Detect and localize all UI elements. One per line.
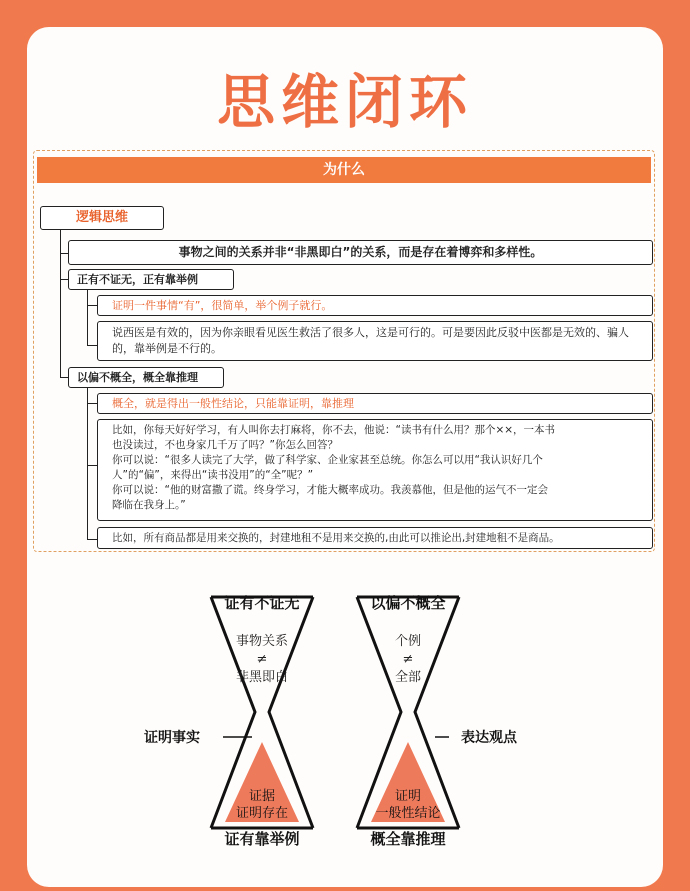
branch1-example: 说西医是有效的，因为你亲眼看见医生救活了很多人，这是可行的。可是要因此反驳中医都是无效的、骗人的，靠举例是不行的。 [97,321,653,361]
branch1-label: 正有不证无，正有靠举例 [68,269,234,290]
hourglass-diagram [27,582,663,862]
branch2-label: 以偏不概全，概全靠推理 [68,367,224,388]
example-line: 比如，你每天好好学习，有人叫你去打麻将，你不去，他说：“读书有什么用？那个××，一本书 [112,424,556,436]
right-triangle-1: 证明 [394,789,422,804]
left-triangle-1: 证据 [248,789,276,804]
left-side-label: 证明事实 [144,730,200,746]
connector [60,279,68,280]
left-inner-1: 事物关系 [235,634,289,649]
right-inner-2: 全部 [394,670,422,685]
connector [87,539,97,540]
right-side-label: 表达观点 [461,730,517,746]
left-triangle-2: 证明存在 [235,806,289,821]
logic-thinking-label: 逻辑思维 [40,206,164,230]
branch2-example [97,419,653,521]
page-title: 思维闭环 [216,68,473,136]
connector [87,289,88,345]
content-card [27,27,663,887]
right-bottom-label: 概全靠推理 [370,830,446,848]
connector [87,465,97,466]
right-inner-neq: ≠ [402,652,414,667]
hourglass-left [144,594,313,848]
right-triangle-2: 一般性结论 [375,806,441,821]
left-inner-2: 非黑即白 [235,670,289,685]
why-header: 为什么 [37,157,651,183]
connector [87,387,88,539]
connector [87,345,97,346]
example-line: 你可以说：“很多人读完了大学，做了科学家、企业家甚至总统。你怎么可以用“我认识好几个 [112,454,543,466]
branch2-definition: 概全，就是得出一般性结论，只能靠证明，靠推理 [97,393,653,414]
left-top-label: 证有不证无 [224,594,300,612]
example-line: 你可以说：“他的财富撒了谎。终身学习，才能大概率成功。我羡慕他，但是他的运气不一定会 [112,484,548,496]
right-top-label: 以偏不概全 [370,594,446,612]
left-inner-neq: ≠ [256,652,268,667]
connector [60,377,68,378]
example-line: 也没读过，不也身家几千万了吗？”你怎么回答？ [112,439,338,451]
connector [60,229,61,377]
example-line: 降临在我身上。” [112,499,186,511]
main-point-box: 事物之间的关系并非“非黑即白”的关系，而是存在着博弈和多样性。 [68,240,653,265]
left-bottom-label: 证有靠举例 [224,830,300,848]
connector [87,305,97,306]
branch2-example2: 比如，所有商品都是用来交换的，封建地租不是用来交换的,由此可以推论出,封建地租不是商品。 [97,527,653,549]
connector [87,403,97,404]
example-line: 人”的“偏”，来得出“读书没用”的“全”呢？” [112,469,314,481]
hourglass-right [357,594,518,848]
branch1-definition: 证明一件事情“有”，很简单，举个例子就行。 [97,295,653,316]
right-inner-1: 个例 [394,634,422,649]
connector [60,253,68,254]
